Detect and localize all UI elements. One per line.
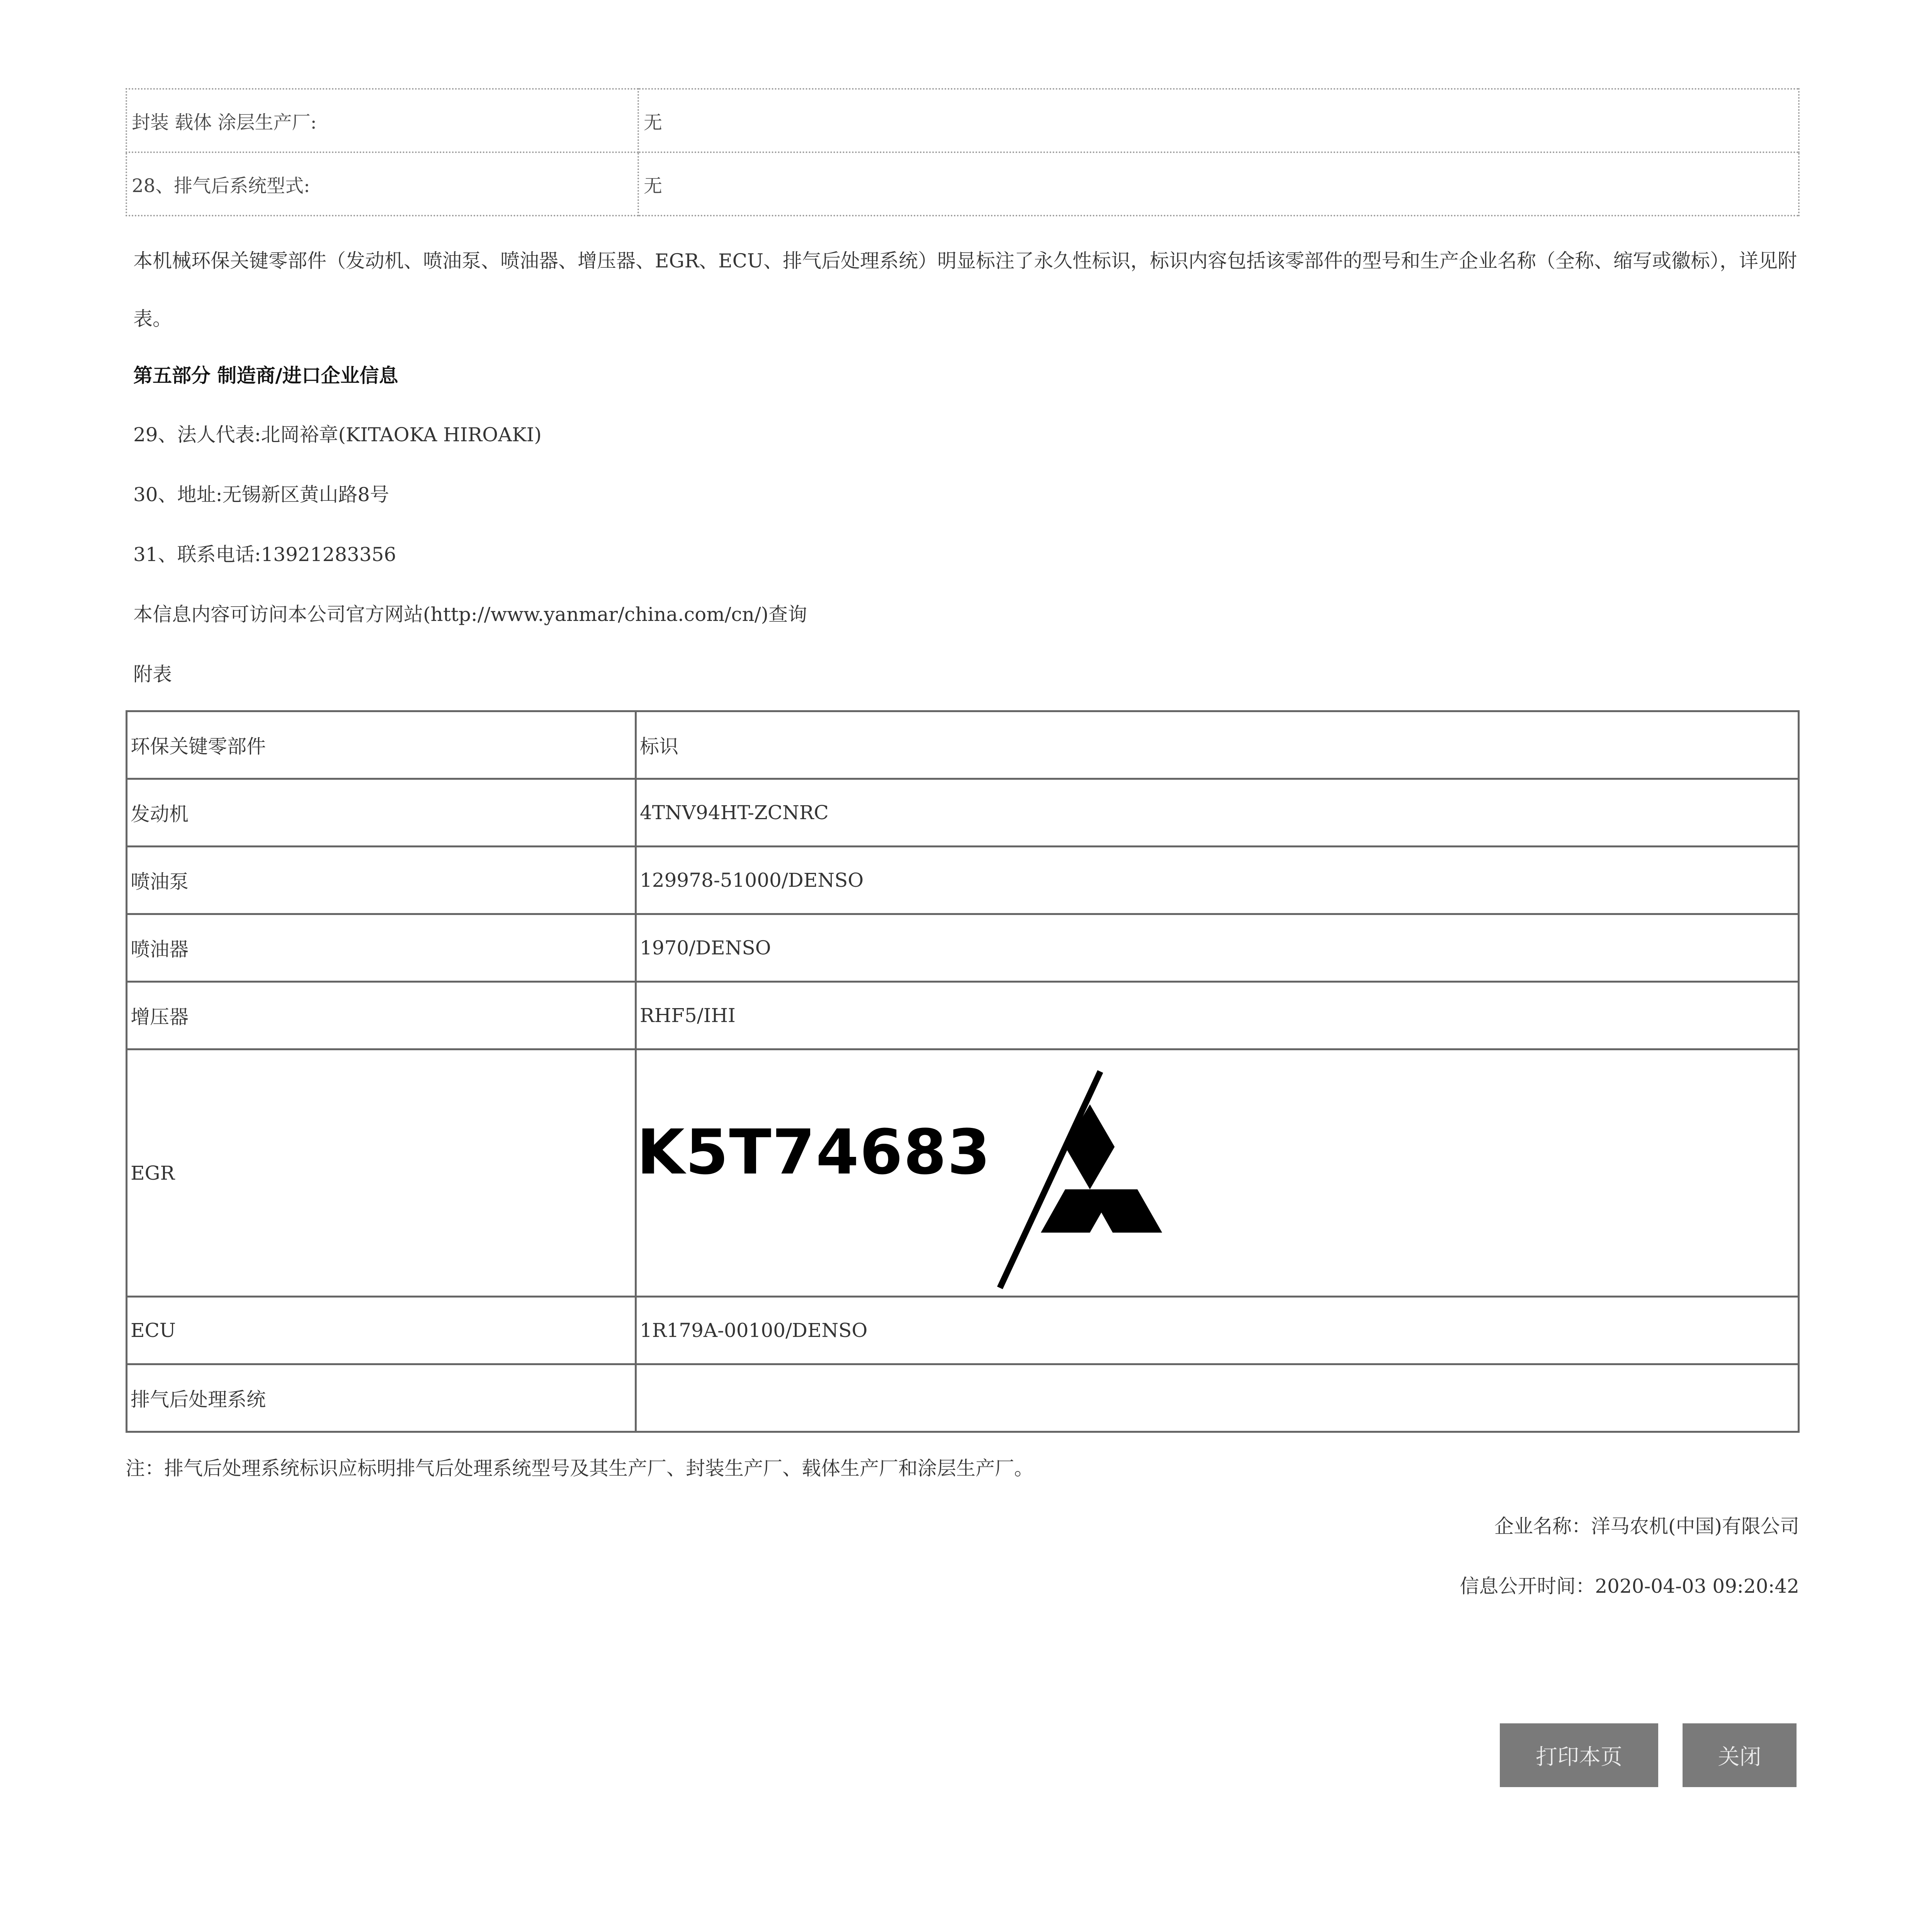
footnote: 注：排气后处理系统标识应标明排气后处理系统型号及其生产厂、封装生产厂、载体生产厂和涂层生产厂。 — [126, 1457, 1033, 1480]
table-row — [127, 982, 1799, 1049]
table-row — [126, 152, 1799, 216]
attachment-title: 附表 — [133, 663, 172, 685]
egr-mark-text: K5T74683 — [637, 1116, 991, 1188]
marking-notice: 本机械环保关键零部件（发动机、喷油泵、喷油器、增压器、EGR、ECU、排气后处理系统）明显标注了永久性标识，标识内容包括该零部件的型号和生产企业名称（全称、缩写或徽标），详见附表。 — [133, 250, 1797, 330]
part-cell: 发动机 — [127, 779, 636, 847]
table-row — [127, 779, 1799, 847]
section-heading: 第五部分 制造商/进口企业信息 — [133, 364, 398, 387]
legal-representative: 29、法人代表:北岡裕章(KITAOKA HIROAKI) — [133, 423, 542, 446]
mark-cell: 4TNV94HT-ZCNRC — [636, 779, 1799, 847]
address: 30、地址:无锡新区黄山路8号 — [133, 483, 389, 506]
part-cell: 增压器 — [127, 982, 636, 1049]
row-label: 28、排气后系统型式: — [126, 152, 638, 216]
top-partial-table — [126, 88, 1800, 216]
phone: 31、联系电话:13921283356 — [133, 543, 396, 566]
print-page-button[interactable]: 打印本页 — [1500, 1723, 1658, 1787]
mark-cell: 129978-51000/DENSO — [636, 847, 1799, 914]
table-row-egr — [127, 1049, 1799, 1297]
publish-time: 信息公开时间：2020-04-03 09:20:42 — [1460, 1575, 1799, 1597]
company-name: 企业名称：洋马农机(中国)有限公司 — [1494, 1515, 1799, 1537]
part-cell: 排气后处理系统 — [127, 1364, 636, 1432]
row-label: 封装 载体 涂层生产厂: — [126, 89, 638, 152]
header-part: 环保关键零部件 — [127, 711, 636, 779]
table-row — [127, 1364, 1799, 1432]
part-cell: 喷油泵 — [127, 847, 636, 914]
mark-cell: RHF5/IHI — [636, 982, 1799, 1049]
website-note: 本信息内容可访问本公司官方网站(http://www.yanmar/china.com/cn/)查询 — [133, 603, 807, 626]
row-value: 无 — [638, 89, 1799, 152]
table-row — [127, 1297, 1799, 1364]
part-cell: 喷油器 — [127, 914, 636, 982]
mitsubishi-logo-icon — [869, 1050, 1162, 1298]
mark-cell — [636, 1364, 1799, 1432]
mark-cell: 1R179A-00100/DENSO — [636, 1297, 1799, 1364]
header-mark: 标识 — [636, 711, 1799, 779]
table-header-row — [127, 711, 1799, 779]
egr-mark-cell — [636, 1049, 1799, 1297]
mark-cell: 1970/DENSO — [636, 914, 1799, 982]
close-button[interactable]: 关闭 — [1683, 1723, 1797, 1787]
table-row — [127, 914, 1799, 982]
attachment-table — [126, 710, 1800, 1433]
table-row — [127, 847, 1799, 914]
table-row — [126, 89, 1799, 152]
part-cell: ECU — [127, 1297, 636, 1364]
row-value: 无 — [638, 152, 1799, 216]
part-cell: EGR — [127, 1049, 636, 1297]
